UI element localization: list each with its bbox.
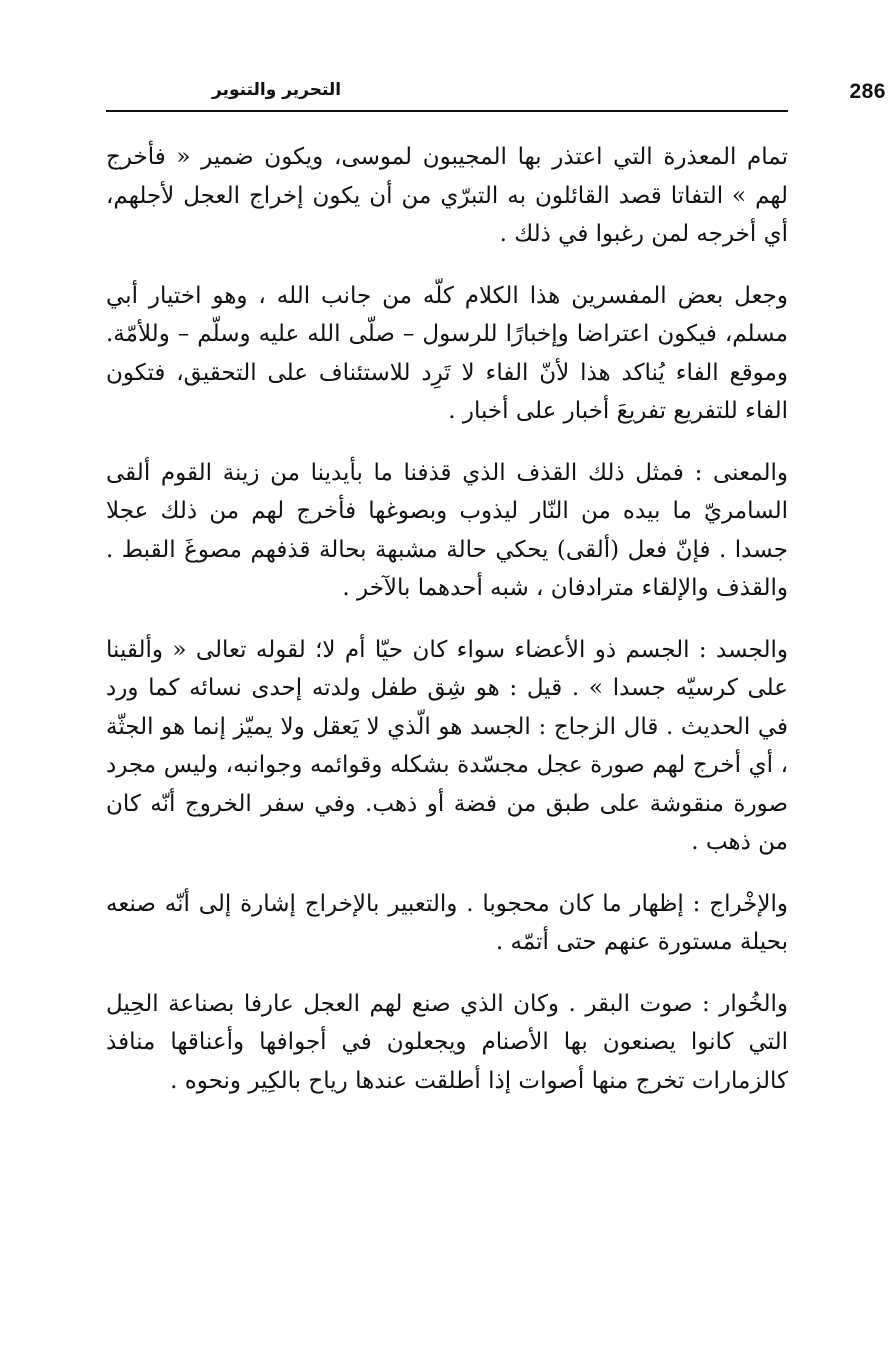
- page-number: 286: [849, 80, 886, 103]
- paragraph-commentators-view: وجعل بعض المفسرين هذا الكلام كلّه من جانب الله ، وهو اختيار أبي مسلم، فيكون اعتراضا وإخبارًا للرسول – صلّى الله عليه وسلّم – وللأمّة. وموقع الفاء يُناكد هذا لأنّ الفاء لا تَرِد للاستئناف على التحقيق، فتكون الفاء للتفريع تفريعَ أخبار على أخبار .: [106, 282, 788, 424]
- paragraph-moses-excuse: تمام المعذرة التي اعتذر بها المجيبون لموسى، ويكون ضمير « فأخرج لهم » التفاتا قصد القائلون به التبرّي من أن يكون إخراج العجل لأجلهم، أي أخرجه لمن رغبوا في ذلك .: [106, 144, 788, 247]
- body-text: [106, 138, 788, 1123]
- paragraph-ikhraj-definition: والإخْراج : إظهار ما كان محجوبا . والتعبير بالإخراج إشارة إلى أنّه صنعه بحيلة مستورة عنهم حتى أتمّه .: [106, 890, 788, 955]
- paragraph-khuwar-definition: والخُوار : صوت البقر . وكان الذي صنع لهم العجل عارفا بصناعة الحِيل التي كانوا يصنعون بها الأصنام ويجعلون في أجوافها وأعناقها منافذ كالزمارات تخرج منها أصوات إذا أطلقت عندها رياح بالكِير ونحوه .: [106, 990, 788, 1094]
- paragraph-meaning: والمعنى : فمثل ذلك القذف الذي قذفنا ما بأيدينا من زينة القوم ألقى السامريّ ما بيده من النّار ليذوب وبصوغها فأخرج لهم من ذلك عجلا جسدا . فإنّ فعل (ألقى) يحكي حالة مشبهة بحالة قذفهم مصوغَ القبط . والقذف والإلقاء مترادفان ، شبه أحدهما بالآخر .: [106, 459, 788, 601]
- running-header: [106, 76, 886, 112]
- paragraph-jasad-definition: والجسد : الجسم ذو الأعضاء سواء كان حيّا أم لا؛ لقوله تعالى « وألقينا على كرسيّه جسدا » . قيل : هو شِق طفل ولدته إحدى نسائه كما ورد في الحديث . قال الزجاج : الجسد هو الّذي لا يَعقل ولا يميّز إنما هو الجثّة ، أي أخرج لهم صورة عجل مجسّدة بشكله وقوائمه وجوانبه، وليس مجرد صورة منقوشة على طبق من فضة أو ذهب. وفي سفر الخروج أنّه كان من ذهب .: [106, 636, 788, 855]
- book-title: التحرير والتنوير: [212, 80, 342, 100]
